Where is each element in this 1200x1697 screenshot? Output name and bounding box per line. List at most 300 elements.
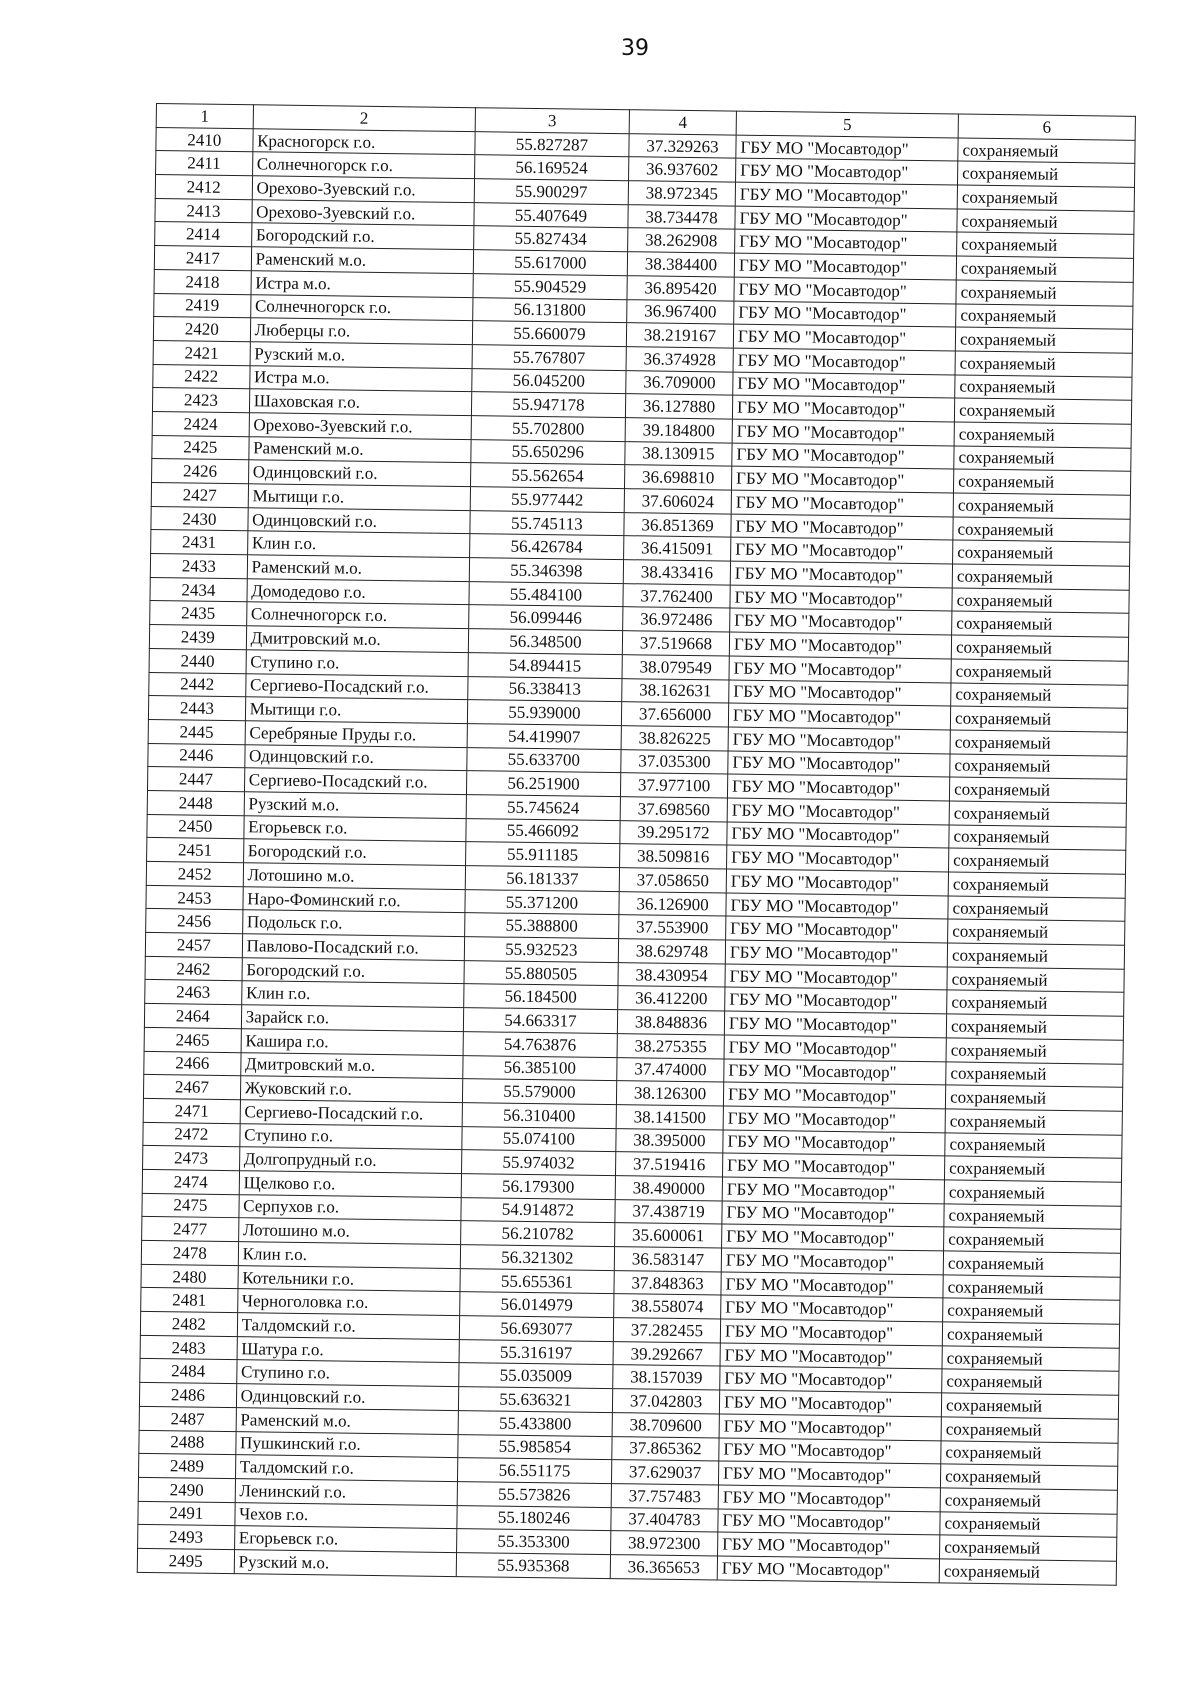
longitude-cell: 38.433416 xyxy=(623,560,730,585)
row-number-cell: 2475 xyxy=(142,1193,239,1218)
owner-cell: ГБУ МО "Мосавтодор" xyxy=(717,1556,939,1583)
owner-cell: ГБУ МО "Мосавтодор" xyxy=(730,561,952,588)
longitude-cell: 37.035300 xyxy=(621,749,728,774)
owner-cell: ГБУ МО "Мосавтодор" xyxy=(731,490,953,517)
status-cell: сохраняемый xyxy=(957,185,1134,211)
latitude-cell: 55.745113 xyxy=(470,510,625,536)
municipality-cell: Жуковский г.о. xyxy=(240,1076,462,1103)
latitude-cell: 55.180246 xyxy=(457,1505,612,1531)
longitude-cell: 39.292667 xyxy=(613,1341,720,1366)
status-cell: сохраняемый xyxy=(944,1204,1121,1230)
longitude-cell: 36.709000 xyxy=(626,370,733,395)
municipality-cell: Черноголовка г.о. xyxy=(237,1289,459,1316)
municipality-cell: Богородский г.о. xyxy=(251,223,473,250)
municipality-cell: Талдомский г.о. xyxy=(235,1455,457,1482)
owner-cell: ГБУ МО "Мосавтодор" xyxy=(727,774,949,801)
row-number-cell: 2488 xyxy=(139,1430,236,1455)
owner-cell: ГБУ МО "Мосавтодор" xyxy=(734,301,956,328)
latitude-cell: 55.935368 xyxy=(456,1552,611,1578)
owner-cell: ГБУ МО "Мосавтодор" xyxy=(735,182,957,209)
owner-cell: ГБУ МО "Мосавтодор" xyxy=(718,1509,940,1536)
owner-cell: ГБУ МО "Мосавтодор" xyxy=(728,751,950,778)
owner-cell: ГБУ МО "Мосавтодор" xyxy=(734,277,956,304)
longitude-cell: 38.262908 xyxy=(628,228,735,253)
longitude-cell: 37.762400 xyxy=(623,583,730,608)
row-number-cell: 2484 xyxy=(140,1359,237,1384)
row-number-cell: 2486 xyxy=(139,1383,236,1408)
column-header: 5 xyxy=(736,111,958,138)
municipality-cell: Раменский м.о. xyxy=(247,555,469,582)
municipality-cell: Рузский м.о. xyxy=(244,792,466,819)
municipality-cell: Егорьевск г.о. xyxy=(244,815,466,842)
latitude-cell: 55.466092 xyxy=(466,818,621,844)
owner-cell: ГБУ МО "Мосавтодор" xyxy=(722,1224,944,1251)
latitude-cell: 55.633700 xyxy=(467,747,622,773)
municipality-cell: Щелково г.о. xyxy=(239,1171,461,1198)
status-cell: сохраняемый xyxy=(948,919,1125,945)
latitude-cell: 55.388800 xyxy=(464,913,619,939)
municipality-cell: Сергиево-Посадский г.о. xyxy=(244,768,466,795)
longitude-cell: 37.606024 xyxy=(624,489,731,514)
owner-cell: ГБУ МО "Мосавтодор" xyxy=(728,703,950,730)
longitude-cell: 36.374928 xyxy=(626,347,733,372)
row-number-cell: 2427 xyxy=(151,482,248,507)
row-number-cell: 2493 xyxy=(138,1525,235,1550)
column-header: 3 xyxy=(475,108,630,134)
row-number-cell: 2425 xyxy=(152,435,249,460)
longitude-cell: 37.282455 xyxy=(613,1318,720,1343)
status-cell: сохраняемый xyxy=(945,1085,1122,1111)
latitude-cell: 56.426784 xyxy=(469,534,624,560)
municipality-cell: Рузский м.о. xyxy=(234,1550,456,1577)
longitude-cell: 38.219167 xyxy=(626,323,733,348)
column-header: 1 xyxy=(156,104,253,129)
owner-cell: ГБУ МО "Мосавтодор" xyxy=(724,1035,946,1062)
longitude-cell: 36.851369 xyxy=(624,512,731,537)
municipality-cell: Красногорск г.о. xyxy=(253,128,475,155)
row-number-cell: 2424 xyxy=(152,411,249,436)
latitude-cell: 55.573826 xyxy=(457,1481,612,1507)
status-cell: сохраняемый xyxy=(954,446,1131,472)
municipality-cell: Серпухов г.о. xyxy=(239,1194,461,1221)
municipality-cell: Ступино г.о. xyxy=(246,650,468,677)
municipality-cell: Ленинский г.о. xyxy=(235,1479,457,1506)
municipality-cell: Котельники г.о. xyxy=(238,1265,460,1292)
row-number-cell: 2451 xyxy=(147,838,244,863)
latitude-cell: 56.014979 xyxy=(459,1292,614,1318)
latitude-cell: 55.974032 xyxy=(461,1150,616,1176)
longitude-cell: 38.162631 xyxy=(622,678,729,703)
row-number-cell: 2457 xyxy=(145,932,242,957)
municipality-cell: Лотошино м.о. xyxy=(238,1218,460,1245)
row-number-cell: 2435 xyxy=(150,601,247,626)
row-number-cell: 2495 xyxy=(137,1548,234,1573)
row-number-cell: 2411 xyxy=(156,151,253,176)
latitude-cell: 55.977442 xyxy=(470,487,625,513)
owner-cell: ГБУ МО "Мосавтодор" xyxy=(729,680,951,707)
page-number: 39 xyxy=(621,36,649,61)
longitude-cell: 38.509816 xyxy=(620,844,727,869)
row-number-cell: 2439 xyxy=(149,625,246,650)
latitude-cell: 55.562654 xyxy=(470,463,625,489)
longitude-cell: 36.937602 xyxy=(629,157,736,182)
row-number-cell: 2473 xyxy=(143,1146,240,1171)
row-number-cell: 2465 xyxy=(144,1027,241,1052)
longitude-cell: 38.126300 xyxy=(616,1081,723,1106)
status-cell: сохраняемый xyxy=(958,138,1135,164)
municipality-cell: Подольск г.о. xyxy=(242,910,464,937)
municipality-cell: Дмитровский м.о. xyxy=(240,1052,462,1079)
owner-cell: ГБУ МО "Мосавтодор" xyxy=(732,443,954,470)
municipality-cell: Мытищи г.о. xyxy=(245,697,467,724)
owner-cell: ГБУ МО "Мосавтодор" xyxy=(724,1011,946,1038)
status-cell: сохраняемый xyxy=(955,375,1132,401)
owner-cell: ГБУ МО "Мосавтодор" xyxy=(722,1177,944,1204)
municipality-cell: Долгопрудный г.о. xyxy=(239,1147,461,1174)
owner-cell: ГБУ МО "Мосавтодор" xyxy=(724,1059,946,1086)
municipality-cell: Павлово-Посадский г.о. xyxy=(242,934,464,961)
status-cell: сохраняемый xyxy=(952,564,1129,590)
status-cell: сохраняемый xyxy=(957,209,1134,235)
status-cell: сохраняемый xyxy=(945,1132,1122,1158)
latitude-cell: 55.911185 xyxy=(465,842,620,868)
status-cell: сохраняемый xyxy=(942,1322,1119,1348)
municipality-cell: Сергиево-Посадский г.о. xyxy=(240,1100,462,1127)
row-number-cell: 2456 xyxy=(146,909,243,934)
longitude-cell: 37.865362 xyxy=(612,1436,719,1461)
municipality-cell: Чехов г.о. xyxy=(235,1502,457,1529)
latitude-cell: 55.827287 xyxy=(475,131,630,157)
status-cell: сохраняемый xyxy=(944,1180,1121,1206)
owner-cell: ГБУ МО "Мосавтодор" xyxy=(728,727,950,754)
owner-cell: ГБУ МО "Мосавтодор" xyxy=(726,869,948,896)
status-cell: сохраняемый xyxy=(950,754,1127,780)
latitude-cell: 55.316197 xyxy=(459,1339,614,1365)
latitude-cell: 55.636321 xyxy=(458,1387,613,1413)
owner-cell: ГБУ МО "Мосавтодор" xyxy=(731,466,953,493)
row-number-cell: 2434 xyxy=(150,577,247,602)
municipality-cell: Клин г.о. xyxy=(247,531,469,558)
status-cell: сохраняемый xyxy=(942,1369,1119,1395)
longitude-cell: 38.972300 xyxy=(611,1531,718,1556)
latitude-cell: 56.693077 xyxy=(459,1316,614,1342)
row-number-cell: 2482 xyxy=(140,1311,237,1336)
longitude-cell: 37.329263 xyxy=(629,133,736,158)
longitude-cell: 38.490000 xyxy=(615,1176,722,1201)
longitude-cell: 36.412200 xyxy=(618,986,725,1011)
row-number-cell: 2491 xyxy=(138,1501,235,1526)
owner-cell: ГБУ МО "Мосавтодор" xyxy=(720,1366,942,1393)
owner-cell: ГБУ МО "Мосавтодор" xyxy=(733,324,955,351)
longitude-cell: 38.384400 xyxy=(627,252,734,277)
longitude-cell: 38.130915 xyxy=(625,441,732,466)
owner-cell: ГБУ МО "Мосавтодор" xyxy=(734,253,956,280)
owner-cell: ГБУ МО "Мосавтодор" xyxy=(726,893,948,920)
municipality-cell: Солнечногорск г.о. xyxy=(246,602,468,629)
status-cell: сохраняемый xyxy=(951,635,1128,661)
owner-cell: ГБУ МО "Мосавтодор" xyxy=(733,348,955,375)
municipality-cell: Рузский м.о. xyxy=(250,342,472,369)
longitude-cell: 37.629037 xyxy=(612,1460,719,1485)
row-number-cell: 2474 xyxy=(142,1169,239,1194)
status-cell: сохраняемый xyxy=(939,1559,1116,1585)
latitude-cell: 55.947178 xyxy=(471,392,626,418)
latitude-cell: 55.074100 xyxy=(462,1126,617,1152)
owner-cell: ГБУ МО "Мосавтодор" xyxy=(736,135,958,162)
row-number-cell: 2445 xyxy=(148,719,245,744)
row-number-cell: 2420 xyxy=(153,317,250,342)
row-number-cell: 2418 xyxy=(154,269,251,294)
longitude-cell: 38.972345 xyxy=(628,181,735,206)
latitude-cell: 56.181337 xyxy=(465,866,620,892)
latitude-cell: 55.346398 xyxy=(469,558,624,584)
row-number-cell: 2443 xyxy=(148,696,245,721)
longitude-cell: 39.184800 xyxy=(625,418,732,443)
owner-cell: ГБУ МО "Мосавтодор" xyxy=(733,372,955,399)
latitude-cell: 55.702800 xyxy=(471,416,626,442)
owner-cell: ГБУ МО "Мосавтодор" xyxy=(731,537,953,564)
municipality-cell: Одинцовский г.о. xyxy=(244,744,466,771)
status-cell: сохраняемый xyxy=(947,967,1124,993)
latitude-cell: 55.353300 xyxy=(456,1529,611,1555)
status-cell: сохраняемый xyxy=(941,1417,1118,1443)
municipality-cell: Пушкинский г.о. xyxy=(235,1431,457,1458)
row-number-cell: 2430 xyxy=(151,506,248,531)
latitude-cell: 55.660079 xyxy=(472,321,627,347)
latitude-cell: 54.914872 xyxy=(461,1197,616,1223)
longitude-cell: 37.553900 xyxy=(619,915,726,940)
longitude-cell: 36.415091 xyxy=(624,536,731,561)
row-number-cell: 2448 xyxy=(147,790,244,815)
row-number-cell: 2464 xyxy=(144,1004,241,1029)
owner-cell: ГБУ МО "Мосавтодор" xyxy=(725,987,947,1014)
latitude-cell: 55.767807 xyxy=(472,345,627,371)
latitude-cell: 54.663317 xyxy=(463,1008,618,1034)
municipality-cell: Дмитровский м.о. xyxy=(246,626,468,653)
row-number-cell: 2446 xyxy=(148,743,245,768)
latitude-cell: 55.617000 xyxy=(473,250,628,276)
latitude-cell: 55.371200 xyxy=(465,889,620,915)
row-number-cell: 2490 xyxy=(138,1477,235,1502)
longitude-cell: 36.583147 xyxy=(614,1247,721,1272)
owner-cell: ГБУ МО "Мосавтодор" xyxy=(721,1248,943,1275)
status-cell: сохраняемый xyxy=(954,422,1131,448)
latitude-cell: 55.904529 xyxy=(473,273,628,299)
table-body xyxy=(137,127,1135,1585)
owner-cell: ГБУ МО "Мосавтодор" xyxy=(726,916,948,943)
row-number-cell: 2450 xyxy=(147,814,244,839)
status-cell: сохраняемый xyxy=(953,540,1130,566)
status-cell: сохраняемый xyxy=(946,1061,1123,1087)
row-number-cell: 2414 xyxy=(155,222,252,247)
row-number-cell: 2467 xyxy=(143,1075,240,1100)
owner-cell: ГБУ МО "Мосавтодор" xyxy=(730,608,952,635)
row-number-cell: 2426 xyxy=(152,459,249,484)
latitude-cell: 55.985854 xyxy=(458,1434,613,1460)
row-number-cell: 2453 xyxy=(146,885,243,910)
owner-cell: ГБУ МО "Мосавтодор" xyxy=(719,1437,941,1464)
municipality-cell: Раменский м.о. xyxy=(236,1407,458,1434)
status-cell: сохраняемый xyxy=(954,398,1131,424)
row-number-cell: 2410 xyxy=(156,127,253,152)
longitude-cell: 38.629748 xyxy=(618,939,725,964)
latitude-cell: 55.880505 xyxy=(464,960,619,986)
longitude-cell: 37.656000 xyxy=(621,702,728,727)
municipality-cell: Домодедово г.о. xyxy=(247,578,469,605)
status-cell: сохраняемый xyxy=(943,1275,1120,1301)
latitude-cell: 55.433800 xyxy=(458,1410,613,1436)
municipality-cell: Сергиево-Посадский г.о. xyxy=(245,673,467,700)
status-cell: сохраняемый xyxy=(942,1346,1119,1372)
longitude-cell: 37.474000 xyxy=(617,1057,724,1082)
owner-cell: ГБУ МО "Мосавтодор" xyxy=(723,1082,945,1109)
municipality-cell: Клин г.о. xyxy=(241,981,463,1008)
longitude-cell: 37.058650 xyxy=(619,868,726,893)
row-number-cell: 2440 xyxy=(149,648,246,673)
municipality-cell: Одинцовский г.о. xyxy=(248,460,470,487)
row-number-cell: 2412 xyxy=(155,175,252,200)
latitude-cell: 56.310400 xyxy=(462,1102,617,1128)
status-cell: сохраняемый xyxy=(949,801,1126,827)
row-number-cell: 2481 xyxy=(141,1288,238,1313)
latitude-cell: 55.827434 xyxy=(473,226,628,252)
municipality-cell: Егорьевск г.о. xyxy=(234,1526,456,1553)
latitude-cell: 54.419907 xyxy=(467,724,622,750)
status-cell: сохраняемый xyxy=(948,896,1125,922)
municipality-cell: Раменский м.о. xyxy=(248,436,470,463)
row-number-cell: 2419 xyxy=(154,293,251,318)
latitude-cell: 56.338413 xyxy=(467,676,622,702)
longitude-cell: 38.848836 xyxy=(617,1010,724,1035)
latitude-cell: 56.551175 xyxy=(457,1458,612,1484)
municipality-cell: Ступино г.о. xyxy=(236,1360,458,1387)
status-cell: сохраняемый xyxy=(945,1156,1122,1182)
longitude-cell: 38.826225 xyxy=(621,726,728,751)
status-cell: сохраняемый xyxy=(941,1393,1118,1419)
latitude-cell: 55.932523 xyxy=(464,937,619,963)
row-number-cell: 2471 xyxy=(143,1098,240,1123)
latitude-cell: 56.169524 xyxy=(474,155,629,181)
status-cell: сохраняемый xyxy=(955,327,1132,353)
municipality-cell: Орехово-Зуевский г.о. xyxy=(249,413,471,440)
latitude-cell: 55.579000 xyxy=(462,1079,617,1105)
status-cell: сохраняемый xyxy=(953,493,1130,519)
latitude-cell: 55.650296 xyxy=(471,439,626,465)
longitude-cell: 38.558074 xyxy=(614,1294,721,1319)
row-number-cell: 2442 xyxy=(149,672,246,697)
column-header: 2 xyxy=(253,105,475,132)
owner-cell: ГБУ МО "Мосавтодор" xyxy=(720,1343,942,1370)
longitude-cell: 37.519668 xyxy=(622,631,729,656)
latitude-cell: 55.655361 xyxy=(460,1268,615,1294)
municipality-cell: Клин г.о. xyxy=(238,1242,460,1269)
row-number-cell: 2487 xyxy=(139,1406,236,1431)
municipality-cell: Лотошино м.о. xyxy=(243,863,465,890)
longitude-cell: 36.967400 xyxy=(627,299,734,324)
municipality-cell: Мытищи г.о. xyxy=(248,484,470,511)
status-cell: сохраняемый xyxy=(944,1227,1121,1253)
latitude-cell: 56.210782 xyxy=(460,1221,615,1247)
latitude-cell: 56.385100 xyxy=(463,1055,618,1081)
owner-cell: ГБУ МО "Мосавтодор" xyxy=(727,798,949,825)
status-cell: сохраняемый xyxy=(949,825,1126,851)
owner-cell: ГБУ МО "Мосавтодор" xyxy=(717,1532,939,1559)
longitude-cell: 35.600061 xyxy=(615,1223,722,1248)
status-cell: сохраняемый xyxy=(945,1109,1122,1135)
row-number-cell: 2480 xyxy=(141,1264,238,1289)
row-number-cell: 2466 xyxy=(144,1051,241,1076)
owner-cell: ГБУ МО "Мосавтодор" xyxy=(732,395,954,422)
owner-cell: ГБУ МО "Мосавтодор" xyxy=(735,206,957,233)
owner-cell: ГБУ МО "Мосавтодор" xyxy=(722,1153,944,1180)
longitude-cell: 36.698810 xyxy=(625,465,732,490)
row-number-cell: 2483 xyxy=(140,1335,237,1360)
owner-cell: ГБУ МО "Мосавтодор" xyxy=(730,585,952,612)
owner-cell: ГБУ МО "Мосавтодор" xyxy=(723,1130,945,1157)
row-number-cell: 2477 xyxy=(142,1217,239,1242)
owner-cell: ГБУ МО "Мосавтодор" xyxy=(735,158,957,185)
owner-cell: ГБУ МО "Мосавтодор" xyxy=(725,964,947,991)
owner-cell: ГБУ МО "Мосавтодор" xyxy=(725,940,947,967)
status-cell: сохраняемый xyxy=(943,1251,1120,1277)
longitude-cell: 37.519416 xyxy=(616,1152,723,1177)
status-cell: сохраняемый xyxy=(947,990,1124,1016)
status-cell: сохраняемый xyxy=(940,1488,1117,1514)
latitude-cell: 56.321302 xyxy=(460,1245,615,1271)
owner-cell: ГБУ МО "Мосавтодор" xyxy=(718,1485,940,1512)
owner-cell: ГБУ МО "Мосавтодор" xyxy=(721,1295,943,1322)
owner-cell: ГБУ МО "Мосавтодор" xyxy=(731,514,953,541)
longitude-cell: 37.848363 xyxy=(614,1270,721,1295)
status-cell: сохраняемый xyxy=(940,1535,1117,1561)
status-cell: сохраняемый xyxy=(948,872,1125,898)
latitude-cell: 54.894415 xyxy=(468,652,623,678)
longitude-cell: 37.404783 xyxy=(611,1507,718,1532)
status-cell: сохраняемый xyxy=(950,777,1127,803)
status-cell: сохраняемый xyxy=(957,232,1134,258)
owner-cell: ГБУ МО "Мосавтодор" xyxy=(719,1414,941,1441)
status-cell: сохраняемый xyxy=(949,848,1126,874)
municipality-cell: Истра м.о. xyxy=(251,271,473,298)
owner-cell: ГБУ МО "Мосавтодор" xyxy=(722,1201,944,1228)
status-cell: сохраняемый xyxy=(951,659,1128,685)
latitude-cell: 56.179300 xyxy=(461,1174,616,1200)
row-number-cell: 2413 xyxy=(155,198,252,223)
owner-cell: ГБУ МО "Мосавтодор" xyxy=(727,822,949,849)
municipality-cell: Орехово-Зуевский г.о. xyxy=(252,200,474,227)
column-header: 6 xyxy=(958,114,1135,140)
municipality-cell: Богородский г.о. xyxy=(242,957,464,984)
status-cell: сохраняемый xyxy=(956,256,1133,282)
status-cell: сохраняемый xyxy=(956,280,1133,306)
municipality-cell: Солнечногорск г.о. xyxy=(250,294,472,321)
status-cell: сохраняемый xyxy=(940,1511,1117,1537)
latitude-cell: 56.131800 xyxy=(472,297,627,323)
municipality-cell: Раменский м.о. xyxy=(251,247,473,274)
municipality-cell: Ступино г.о. xyxy=(239,1123,461,1150)
longitude-cell: 38.709600 xyxy=(612,1412,719,1437)
municipality-cell: Шатура г.о. xyxy=(237,1336,459,1363)
municipality-cell: Одинцовский г.о. xyxy=(248,507,470,534)
latitude-cell: 55.035009 xyxy=(459,1363,614,1389)
municipality-cell: Одинцовский г.о. xyxy=(236,1384,458,1411)
row-number-cell: 2422 xyxy=(153,364,250,389)
municipality-cell: Зарайск г.о. xyxy=(241,1005,463,1032)
status-cell: сохраняемый xyxy=(950,730,1127,756)
status-cell: сохраняемый xyxy=(950,706,1127,732)
longitude-cell: 36.895420 xyxy=(627,275,734,300)
status-cell: сохраняемый xyxy=(941,1464,1118,1490)
